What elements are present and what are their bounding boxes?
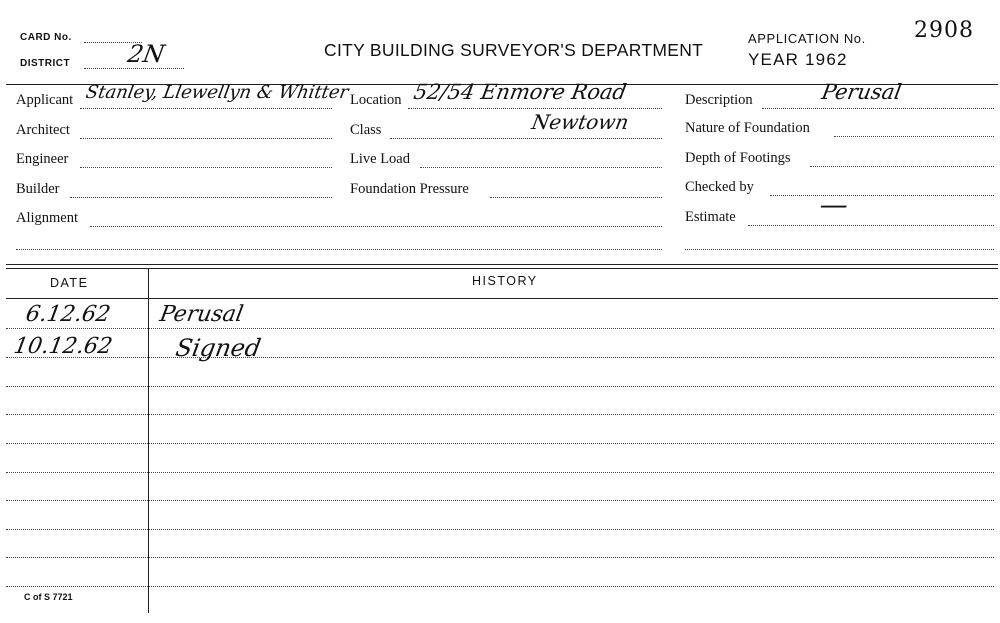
- checked-by-label: Checked by: [685, 179, 754, 195]
- department-title: CITY BUILDING SURVEYOR'S DEPARTMENT: [324, 40, 704, 60]
- card-no-label: CARD No.: [20, 32, 72, 43]
- application-no-label: APPLICATION No.: [748, 31, 866, 46]
- history-header-rule: [6, 298, 998, 299]
- estimate-line-2: [685, 249, 994, 250]
- history-header: HISTORY: [472, 274, 538, 288]
- history-row-line: [6, 357, 994, 358]
- history-row-line: [6, 586, 994, 587]
- district-label: DISTRICT: [20, 58, 71, 69]
- history-row-line: [6, 472, 994, 473]
- date-header: DATE: [50, 276, 89, 290]
- foundation-pressure-label: Foundation Pressure: [350, 181, 469, 197]
- alignment-line: [90, 226, 662, 227]
- builder-line: [70, 197, 332, 198]
- location-value-2: Newtown: [529, 110, 631, 134]
- live-load-line: [420, 167, 662, 168]
- location-value: 52/54 Enmore Road: [411, 80, 629, 104]
- history-row-line: [6, 500, 994, 501]
- applicant-line: [80, 108, 332, 109]
- applicant-label: Applicant: [16, 92, 74, 108]
- location-label: Location: [350, 92, 402, 108]
- history-entry-date: 6.12.62: [23, 302, 113, 327]
- history-row-line: [6, 414, 994, 415]
- estimate-line: [748, 225, 994, 226]
- depth-of-footings-line: [810, 166, 994, 167]
- nature-of-foundation-line: [834, 136, 994, 137]
- depth-of-footings-label: Depth of Footings: [685, 150, 791, 166]
- applicant-value: Stanley, Llewellyn & Whitter: [84, 82, 351, 103]
- engineer-line: [80, 167, 332, 168]
- description-label: Description: [685, 92, 753, 108]
- checked-by-line: [770, 195, 994, 196]
- class-line: [390, 138, 662, 139]
- engineer-label: Engineer: [16, 151, 69, 167]
- form-code: C of S 7721: [24, 592, 73, 602]
- history-entry-text: Perusal: [157, 302, 246, 327]
- history-row-line: [6, 529, 994, 530]
- application-no-value: 2908: [914, 18, 974, 43]
- description-value: Perusal: [819, 80, 904, 104]
- location-line: [408, 108, 662, 109]
- history-entry-date: 10.12.62: [11, 334, 115, 359]
- architect-line: [80, 138, 332, 139]
- district-line: [84, 68, 184, 69]
- year-label: YEAR 1962: [748, 50, 848, 69]
- district-value: 2N: [125, 40, 167, 68]
- description-line: [762, 108, 994, 109]
- nature-of-foundation-label: Nature of Foundation: [685, 120, 810, 136]
- live-load-label: Live Load: [350, 151, 410, 167]
- history-top-rule-2: [6, 268, 998, 269]
- class-label: Class: [350, 122, 382, 138]
- foundation-pressure-line: [490, 197, 662, 198]
- history-row-line: [6, 328, 994, 329]
- architect-label: Architect: [16, 122, 70, 138]
- history-row-line: [6, 386, 994, 387]
- estimate-label: Estimate: [685, 209, 736, 225]
- alignment-label: Alignment: [16, 210, 79, 226]
- builder-label: Builder: [16, 181, 60, 197]
- history-top-rule: [6, 264, 998, 265]
- history-row-line: [6, 557, 994, 558]
- date-column-divider: [148, 268, 149, 613]
- history-entry-text: Signed: [173, 334, 263, 362]
- estimate-value: —: [817, 188, 851, 221]
- history-row-line: [6, 443, 994, 444]
- alignment-line-2: [16, 249, 662, 250]
